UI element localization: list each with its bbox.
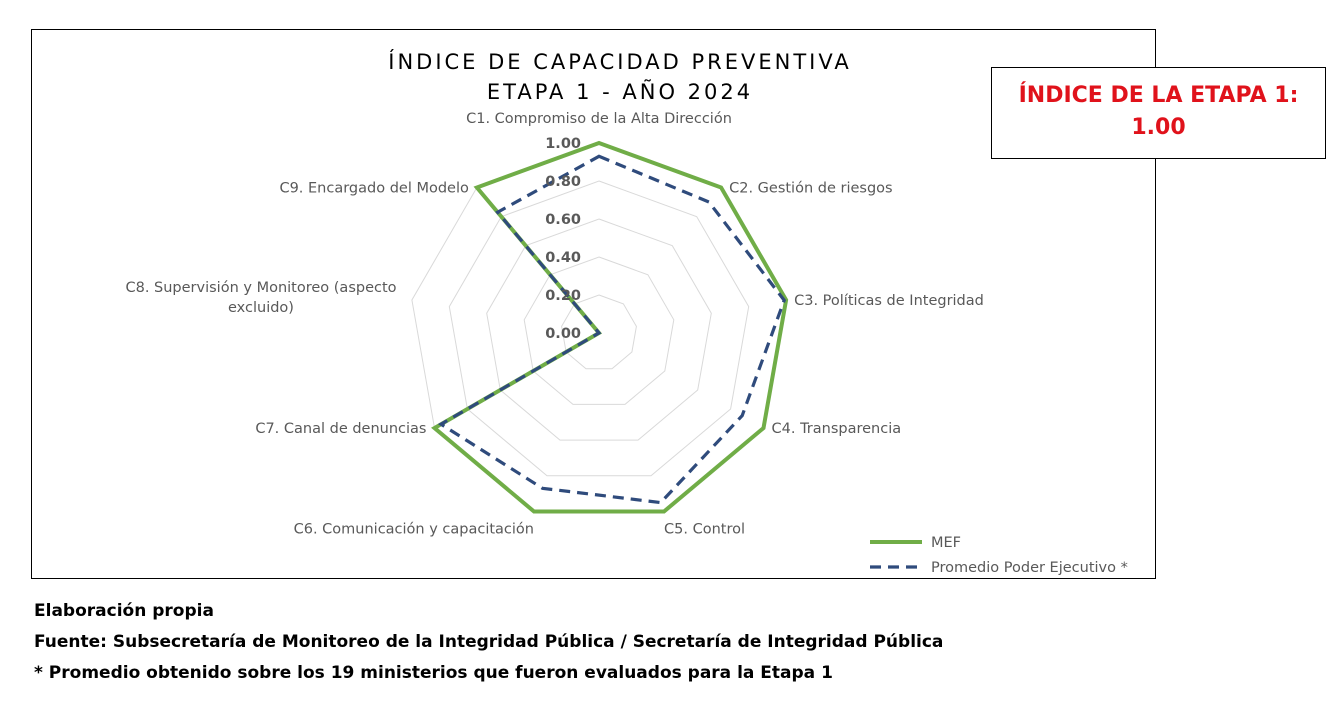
tick-label-3: 0.60 [545, 212, 581, 228]
grid-ring-3 [487, 219, 712, 440]
chart-title-line1: ÍNDICE DE CAPACIDAD PREVENTIVA [388, 50, 852, 74]
radar-series [435, 143, 787, 512]
footer-notes [34, 596, 943, 689]
legend-label-1: Promedio Poder Ejecutivo * [931, 560, 1128, 576]
radar-tick-labels [545, 136, 581, 342]
axis-label-c2: C2. Gestión de riesgos [729, 180, 893, 197]
chart-title [380, 47, 860, 107]
chart-legend [870, 535, 1128, 576]
axis-label-c4: C4. Transparencia [771, 421, 902, 437]
grid-ring-4 [449, 181, 748, 476]
axis-label-c1: C1. Compromiso de la Alta Dirección [466, 111, 732, 127]
stage-index-label: ÍNDICE DE LA ETAPA 1: [1018, 83, 1299, 108]
tick-label-0: 0.00 [545, 326, 581, 342]
axis-label-c9: C9. Encargado del Modelo [279, 180, 469, 197]
chart-title-line2: ETAPA 1 - AÑO 2024 [486, 80, 754, 104]
footer-nota-promedio: * Promedio obtenido sobre los 19 ministerios que fueron evaluados para la Etapa 1 [34, 663, 833, 683]
tick-label-5: 1.00 [545, 136, 581, 152]
axis-label-c6: C6. Comunicación y capacitación [293, 521, 534, 538]
axis-label-c5: C5. Control [664, 521, 745, 538]
series-line-0 [435, 143, 787, 512]
tick-label-2: 0.40 [545, 250, 581, 266]
stage-index-value: 1.00 [1131, 115, 1186, 140]
legend-label-0: MEF [931, 535, 962, 551]
footer-elaboracion: Elaboración propia [34, 601, 214, 621]
axis-label-c8: C8. Supervisión y Monitoreo (aspecto excluido) [125, 280, 397, 316]
axis-label-c7: C7. Canal de denuncias [255, 421, 427, 437]
tick-label-1: 0.20 [545, 288, 581, 304]
axis-label-c3: C3. Políticas de Integridad [794, 293, 984, 309]
footer-fuente: Fuente: Subsecretaría de Monitoreo de la Integridad Pública / Secretaría de Integridad Pública [34, 632, 944, 652]
stage-index-box [991, 67, 1326, 159]
tick-label-4: 0.80 [545, 174, 581, 190]
